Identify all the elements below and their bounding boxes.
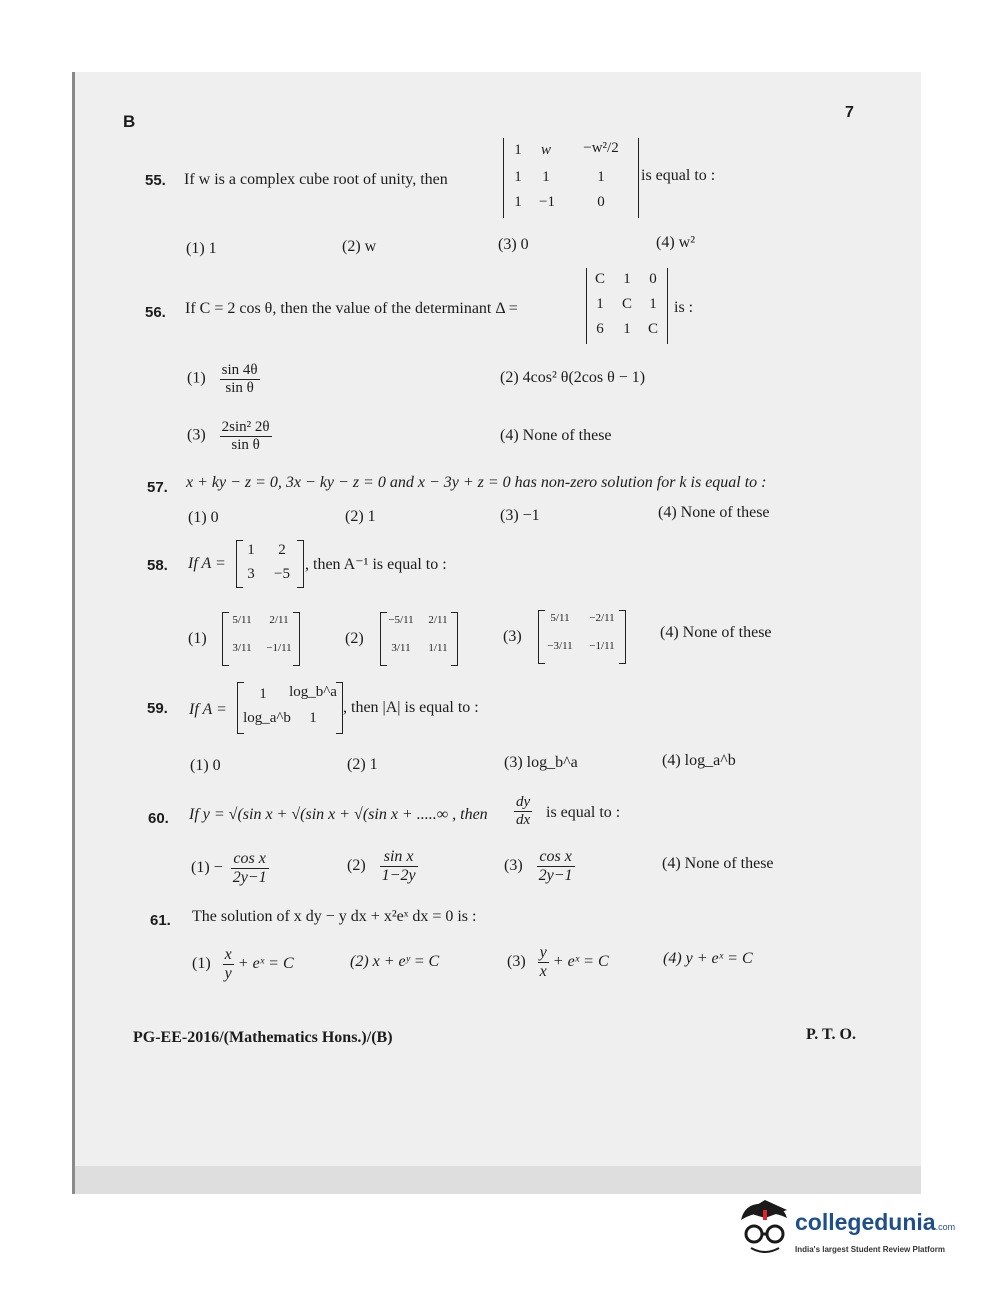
option-label: (1) bbox=[187, 369, 206, 387]
question-text-suffix: , then A⁻¹ is equal to : bbox=[305, 556, 447, 573]
question-number: 57. bbox=[147, 479, 168, 496]
matrix-cell: −2/11 bbox=[589, 612, 615, 624]
matrix-cell: 1 bbox=[259, 686, 267, 702]
numerator: cos x bbox=[231, 850, 269, 869]
mascot-icon bbox=[735, 1196, 795, 1260]
option-1: (1) 0 bbox=[188, 509, 219, 526]
fraction bbox=[220, 419, 272, 453]
option-3-matrix bbox=[538, 610, 626, 664]
option-2: (2) 4cos² θ(2cos θ − 1) bbox=[500, 369, 646, 386]
question-text-suffix: is equal to : bbox=[546, 804, 621, 821]
matrix-cell: 1 bbox=[597, 169, 605, 185]
question-number: 55. bbox=[145, 172, 166, 189]
option-label: (1) − bbox=[191, 858, 223, 876]
matrix-cell: 0 bbox=[597, 194, 605, 210]
matrix-cell: 2/11 bbox=[269, 614, 289, 626]
option-1 bbox=[187, 362, 260, 396]
option-2: (2) 1 bbox=[345, 508, 376, 525]
denominator: x bbox=[539, 962, 547, 980]
matrix-cell: log_b^a bbox=[289, 684, 337, 700]
question-text: If A = bbox=[188, 555, 226, 572]
question-number: 58. bbox=[147, 557, 168, 574]
matrix-cell: 1 bbox=[514, 169, 522, 185]
matrix-cell: 3/11 bbox=[391, 642, 411, 654]
option-label: (2) bbox=[345, 630, 364, 647]
option-4: (4) None of these bbox=[660, 624, 772, 641]
matrix-cell: 6 bbox=[596, 321, 604, 337]
option-label: (1) bbox=[192, 954, 211, 972]
matrix bbox=[237, 682, 343, 734]
denominator: sin θ bbox=[231, 436, 260, 453]
option-label: (2) bbox=[347, 856, 366, 874]
option-4: (4) None of these bbox=[658, 504, 770, 521]
question-text: If A = bbox=[189, 701, 227, 718]
option-label: (3) bbox=[187, 426, 206, 444]
option-3: (3) 0 bbox=[498, 236, 529, 253]
option-label: (1) bbox=[188, 630, 207, 647]
numerator: cos x bbox=[537, 848, 575, 867]
option-2: (2) 1 bbox=[347, 756, 378, 773]
question-number: 56. bbox=[145, 304, 166, 321]
logo-mascot bbox=[735, 1196, 795, 1260]
matrix-cell: 1/11 bbox=[428, 642, 448, 654]
pto-label: P. T. O. bbox=[806, 1026, 856, 1043]
numerator: dy bbox=[516, 794, 531, 810]
option-label: (3) bbox=[503, 628, 522, 645]
numerator: sin 4θ bbox=[221, 362, 258, 378]
matrix-cell: 3 bbox=[247, 566, 255, 582]
denominator: 2y−1 bbox=[538, 866, 573, 884]
option-4: (4) None of these bbox=[500, 427, 612, 444]
option-2 bbox=[347, 848, 418, 884]
matrix-cell: 5/11 bbox=[232, 614, 252, 626]
denominator: y bbox=[224, 964, 232, 982]
matrix-cell: 1 bbox=[623, 271, 631, 287]
page-number: 7 bbox=[845, 104, 854, 121]
denominator: 2y−1 bbox=[232, 868, 267, 886]
matrix-cell: w bbox=[540, 142, 551, 158]
question-text: x + ky − z = 0, 3x − ky − z = 0 and x − 3y + z = 0 has non-zero solution for k is equal to : bbox=[186, 474, 767, 491]
option-3: (3) −1 bbox=[500, 507, 540, 524]
logo-suffix: .com bbox=[935, 1222, 956, 1232]
matrix-cell: 1 bbox=[649, 296, 657, 312]
set-label: B bbox=[123, 112, 136, 131]
option-1: (1) 0 bbox=[190, 757, 221, 774]
logo-name-text: collegedunia bbox=[795, 1209, 936, 1235]
matrix-cell: 3/11 bbox=[232, 642, 252, 654]
numerator: 2sin² 2θ bbox=[221, 419, 270, 435]
question-text: The solution of x dy − y dx + x²eˣ dx = 0 is : bbox=[192, 908, 477, 925]
option-label: (3) bbox=[507, 952, 526, 970]
fraction bbox=[538, 944, 549, 980]
option-label: (3) bbox=[504, 856, 523, 874]
matrix-cell: 1 bbox=[514, 194, 522, 210]
matrix-cell: −5 bbox=[274, 566, 290, 582]
matrix-cell: −1/11 bbox=[266, 642, 292, 654]
matrix-cell: 1 bbox=[623, 321, 631, 337]
question-text-suffix: is : bbox=[674, 299, 694, 316]
matrix-cell: 1 bbox=[542, 169, 550, 185]
matrix-cell: −1/11 bbox=[589, 640, 615, 652]
logo-name bbox=[795, 1209, 955, 1236]
option-3 bbox=[507, 944, 609, 980]
option-3 bbox=[187, 419, 272, 453]
matrix-cell: −3/11 bbox=[547, 640, 573, 652]
matrix-cell: 1 bbox=[247, 542, 255, 558]
question-text-suffix: , then |A| is equal to : bbox=[343, 699, 479, 716]
option-rest: + eˣ = C bbox=[552, 952, 609, 970]
matrix-cell: C bbox=[594, 271, 605, 287]
option-1 bbox=[191, 850, 269, 886]
denominator: dx bbox=[516, 811, 531, 828]
matrix-cell: 2/11 bbox=[428, 614, 448, 626]
option-4: (4) y + eˣ = C bbox=[663, 950, 753, 967]
matrix-cell: 0 bbox=[649, 271, 657, 287]
question-text-suffix: is equal to : bbox=[641, 167, 716, 184]
option-1: (1) 1 bbox=[186, 240, 217, 257]
numerator: sin x bbox=[380, 848, 418, 867]
question-number: 59. bbox=[147, 700, 168, 717]
determinant bbox=[503, 138, 639, 218]
denominator: sin θ bbox=[225, 379, 254, 396]
question-text: If y = √(sin x + √(sin x + √(sin x + .....∞ , then bbox=[189, 806, 488, 823]
numerator: x bbox=[224, 946, 232, 963]
fraction bbox=[231, 850, 269, 886]
question-text: If C = 2 cos θ, then the value of the determinant Δ = bbox=[185, 300, 518, 317]
option-3: (3) log_b^a bbox=[504, 754, 578, 771]
matrix-cell: 5/11 bbox=[550, 612, 570, 624]
numerator: y bbox=[539, 944, 547, 961]
matrix-cell: 1 bbox=[309, 710, 317, 726]
option-3 bbox=[504, 848, 575, 884]
option-2: (2) x + eʸ = C bbox=[350, 953, 440, 970]
option-2: (2) w bbox=[342, 238, 377, 255]
option-4: (4) w² bbox=[656, 234, 696, 251]
matrix-cell: log_a^b bbox=[243, 710, 291, 726]
matrix-cell: −w²/2 bbox=[583, 140, 619, 156]
option-4: (4) log_a^b bbox=[662, 752, 736, 769]
matrix-cell: 1 bbox=[596, 296, 604, 312]
fraction bbox=[220, 362, 260, 396]
logo-tagline: India's largest Student Review Platform bbox=[795, 1245, 945, 1254]
matrix-cell: C bbox=[647, 321, 658, 337]
option-1-matrix bbox=[222, 612, 300, 666]
matrix bbox=[236, 540, 304, 588]
question-text: If w is a complex cube root of unity, then bbox=[184, 171, 448, 188]
fraction bbox=[514, 794, 532, 828]
determinant bbox=[586, 268, 668, 344]
fraction bbox=[223, 946, 234, 982]
matrix-cell: C bbox=[621, 296, 632, 312]
matrix-cell: −5/11 bbox=[388, 614, 414, 626]
question-number: 61. bbox=[150, 912, 171, 929]
paper-code: PG-EE-2016/(Mathematics Hons.)/(B) bbox=[133, 1029, 393, 1046]
question-number: 60. bbox=[148, 810, 169, 827]
matrix-cell: 1 bbox=[514, 142, 522, 158]
option-4: (4) None of these bbox=[662, 855, 774, 872]
option-rest: + eˣ = C bbox=[237, 954, 294, 972]
option-1 bbox=[192, 946, 294, 982]
derivative bbox=[514, 794, 532, 828]
matrix-cell: −1 bbox=[539, 194, 555, 210]
option-2-matrix bbox=[380, 612, 458, 666]
matrix-cell: 2 bbox=[278, 542, 286, 558]
fraction bbox=[537, 848, 575, 884]
denominator: 1−2y bbox=[381, 866, 416, 884]
fraction bbox=[380, 848, 418, 884]
scan-shadow bbox=[75, 1166, 921, 1194]
